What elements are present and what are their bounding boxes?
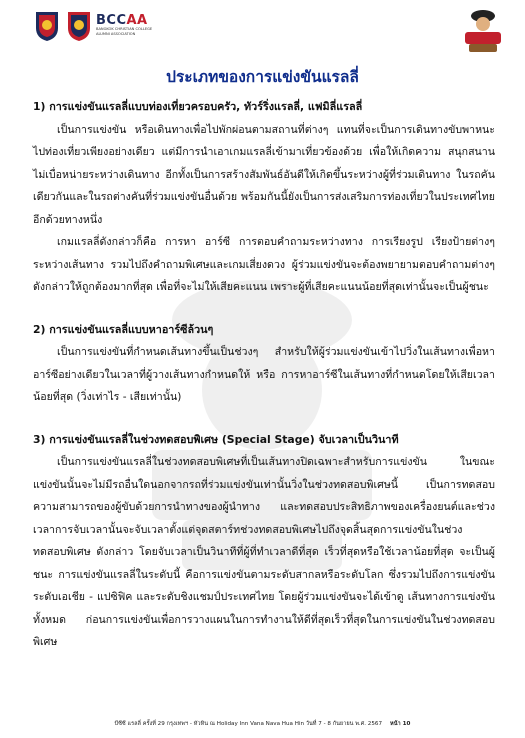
section-paragraph: เป็นการแข่งขัน หรือเดินทางเพื่อไปพักผ่อนตามสถานที่ต่างๆ แทนที่จะเป็นการเดินทางขับพาหนะไปท่องเที่ยวเพียงอย่างเดียว แต่มีการนำเอาเกมแรลลี่เข้ามาเที่ยวข้องด้วย เพื่อให้เกิดความ สนุกสนาน ไม่เบื่อหน่ายระหว่างเดินทาง อีกทั้งเป็นการสร้างสัมพันธ์อันดีให้เกิดขึ้นระหว่างผู้ที่ร่วมเดินทาง ในรถคันเดียวกันและในรถต่างคันที่ร่วมแข่งขันอื่นด้วย พร้อมกันนี้ยังเป็นการส่งเสริมการท่องเที่ยวในประเทศไทยอีกด้วยทางหนึ่ง bbox=[33, 123, 495, 226]
page-footer bbox=[0, 720, 525, 728]
section-paragraph: เป็นการแข่งขันแรลลี่ในช่วงทดสอบพิเศษที่เป็นเส้นทางปิดเฉพาะสำหรับการแข่งขัน ในขณะแข่งขันนั้นจะไม่มีรถอื่นใดนอกจากรถที่ร่วมแข่งขันเท่านั้นวิ่งในช่วงทดสอบพิเศษนี้ เป็นการทดสอบความสามารถของผู้ขับด้วยการนำทางของผู้นำทาง และทดสอบประสิทธิภาพของเครื่องยนต์และช่วงเวลาการจับเวลานั้นจะจับเวลาตั้งแต่จุดสตาร์ทช่วงทดสอบพิเศษไปถึงจุดสิ้นสุดการแข่งขันในช่วงทดสอบพิเศษ ดังกล่าว โดยจับเวลาเป็นวินาทีที่ผู้ที่ทำเวลาดีที่สุด เร็วที่สุดหรือใช้เวลาน้อยที่สุด จะเป็นผู้ชนะ การแข่งขันแรลลี่ในระดับนี้ คือการแข่งขันตามระดับสากลหรือระดับโลก ซึ่งรวมไปถึงการแข่งขัน ระดับเอเชีย - แปซิฟิค และระดับชิงแชมป์ประเทศไทย โดยผู้ร่วมแข่งขันจะได้เข้าดู เส้นทางการแข่งขันทั้งหมด ก่อนการแข่งขันเพื่อการวางแผนในการทำงานให้ดีที่สุดเร็วที่สุดในการแข่งขันในช่วงทดสอบพิเศษ bbox=[33, 456, 495, 648]
page-number: หน้า 10 bbox=[390, 721, 411, 727]
header-logos bbox=[34, 10, 92, 42]
footer-text: บีซีซี แรลลี่ ครั้งที่ 29 กรุงเทพฯ - หัวหิน ณ Holiday Inn Vana Nava Hua Hin วันที่ 7 - 8 กันยายน พ.ศ. 2567 bbox=[114, 721, 383, 727]
section-heading: 2) การแข่งขันแรลลี่แบบหาอาร์ซีล้วนๆ bbox=[33, 322, 214, 336]
section-paragraph: เป็นการแข่งขันที่กำหนดเส้นทางขึ้นเป็นช่วงๆ สำหรับให้ผู้ร่วมแข่งขันเข้าไปวิ่งในเส้นทางเพื่อหา อาร์ซีอย่างเดียวในเวลาที่ผู้วางเส้นทางกำหนดให้ หรือ การหาอาร์ซีในเส้นทางที่กำหนดโดยให้เสียเวลา น้อยที่สุด (วิ่งเท่าไร - เสียเท่านั้น) bbox=[33, 346, 495, 403]
pirate-rally-logo bbox=[457, 6, 509, 54]
section-1 bbox=[33, 96, 495, 299]
section-heading: 3) การแข่งขันแรลลี่ในช่วงทดสอบพิเศษ (Special Stage) จับเวลาเป็นวินาที bbox=[33, 432, 399, 446]
section-heading: 1) การแข่งขันแรลลี่แบบท่องเที่ยวครอบครัว, ทัวร์ริ่งแรลลี่, แฟมิลี่แรลลี่ bbox=[33, 100, 363, 113]
section-3 bbox=[33, 429, 495, 654]
main-content bbox=[33, 96, 495, 654]
emblem-logo-2 bbox=[66, 10, 92, 42]
bccaa-logo bbox=[96, 14, 166, 36]
bccaa-logo-text: BCCAA bbox=[96, 13, 148, 28]
section-paragraph: เกมแรลลี่ดังกล่าวก็คือ การหา อาร์ซี การตอบคำถามระหว่างทาง การเรียงรูป เรียงป้ายต่างๆ ระหว่างเส้นทาง รวมไปถึงคำถามพิเศษและเกมเสี่ยงดวง ผู้ร่วมแข่งขันจะต้องพยายามตอบคำถามต่างๆ ดังกล่าวให้ถูกต้องมากที่สุด เพื่อที่จะไม่ให้เสียคะแนน เพราะผู้ที่เสียคะแนนน้อยที่สุดเท่านั้นจะเป็นผู้ชนะ bbox=[33, 236, 495, 293]
emblem-logo-1 bbox=[34, 10, 60, 42]
page-title: ประเภทของการแข่งขันแรลลี่ bbox=[166, 68, 359, 86]
section-2 bbox=[33, 319, 495, 409]
bccaa-logo-subtext: BANGKOK CHRISTIAN COLLEGE ALUMNI ASSOCIATION bbox=[96, 27, 153, 36]
